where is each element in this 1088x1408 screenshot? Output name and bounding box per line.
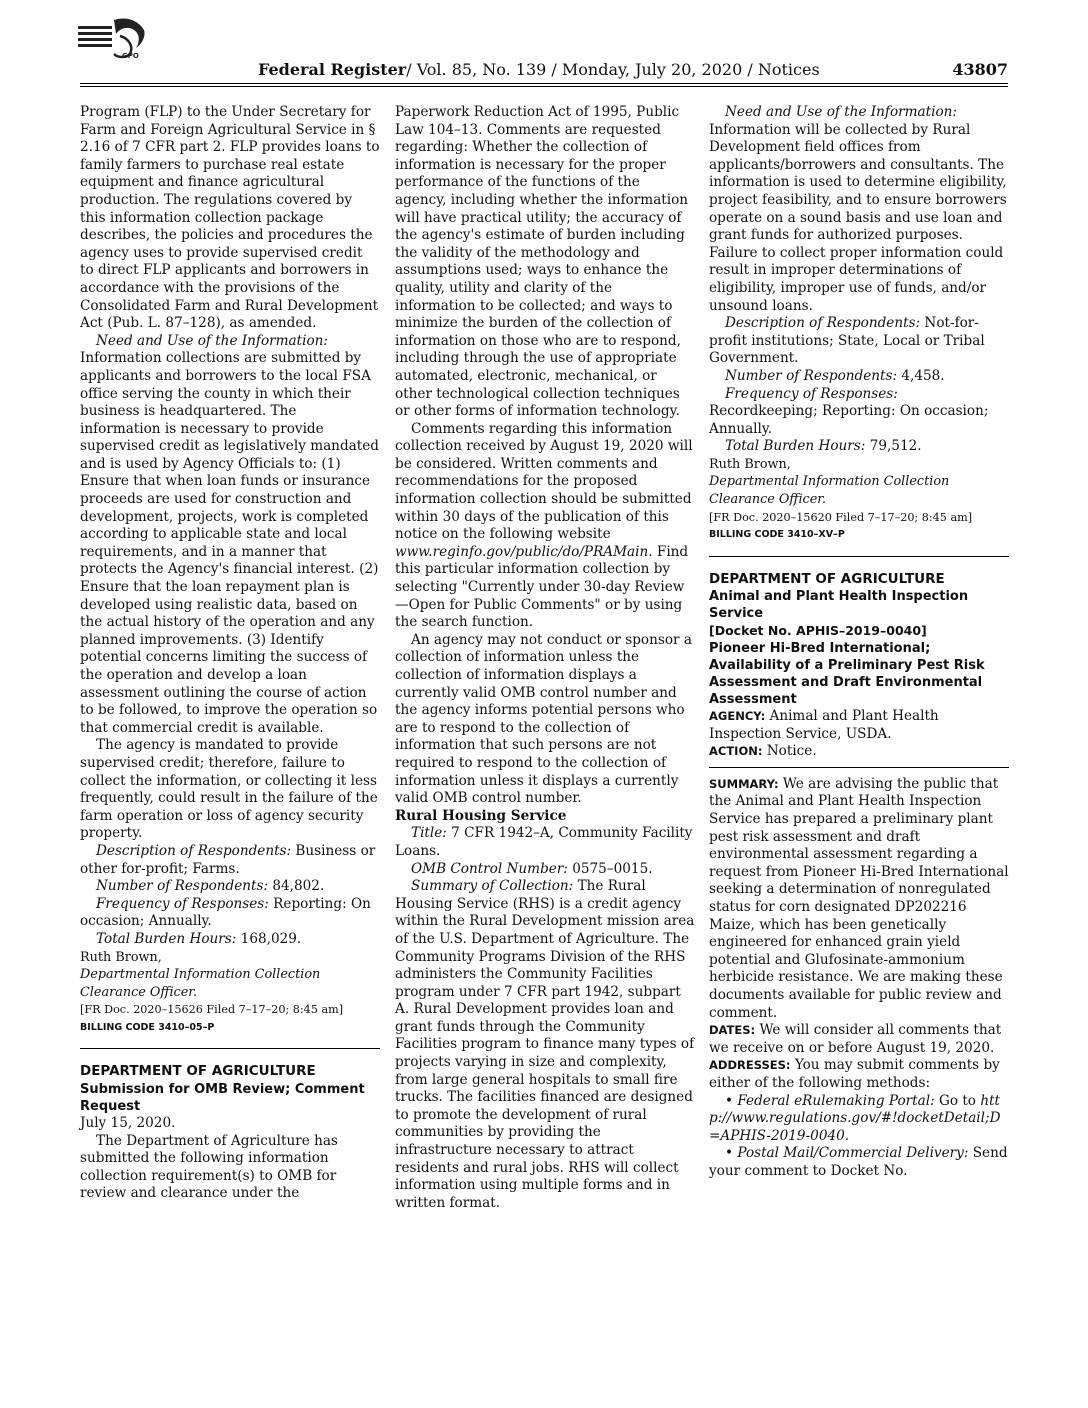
bullet-icon: • <box>725 1145 738 1162</box>
erulemaking-text: Go to <box>934 1092 981 1109</box>
collection-title <box>395 825 695 860</box>
burden-label: Total Burden Hours: <box>725 438 866 455</box>
bullet-erulemaking <box>709 1093 1009 1146</box>
reginfo-link[interactable]: www.reginfo.gov/public/do/PRAMain <box>395 543 649 560</box>
postal-text: Send your comment to Docket No. <box>709 1145 1008 1179</box>
erulemaking-end: . <box>844 1127 850 1144</box>
freq-label: Frequency of Responses: <box>725 385 898 402</box>
agency-heading: Animal and Plant Health Inspection Service <box>709 589 969 622</box>
burden-text: 168,029. <box>236 930 302 947</box>
rhs-heading: Rural Housing Service <box>395 807 567 824</box>
notice-date: July 15, 2020. <box>80 1115 176 1132</box>
billing-code: BILLING CODE 3410–05–P <box>80 1021 215 1033</box>
signature-name: Ruth Brown, <box>80 949 162 965</box>
num-text: 4,458. <box>897 367 945 384</box>
pra-paragraph: Paperwork Reduction Act of 1995, Public Law 104–13. Comments are requested regarding: Whether the collection of information is necessary for the proper performance of the functions of the agency, including whether the information will have practical utility; the accuracy of the agency's estimate of burden including the validity of the methodology and assumptions used; ways to enhance the quality, utility and clarity of the information to be collected; and ways to minimize the burden of the collection of information on those who are to respond, including through the use of appropriate automated, electronic, mechanical, or other technological collection techniques or other forms of information technology. <box>395 104 689 420</box>
freq-text: Recordkeeping; Reporting: On occasion; Annually. <box>709 403 989 437</box>
docket-number: [Docket No. APHIS–2019–0040] <box>709 623 927 639</box>
signature-name: Ruth Brown, <box>709 456 791 472</box>
header-rule <box>80 83 1008 87</box>
page-number: 43807 <box>952 60 1008 79</box>
running-head-text <box>258 60 820 79</box>
signature-title: Departmental Information Collection Clearance Officer. <box>709 474 950 508</box>
comments-text: Comments regarding this information collection received by August 19, 2020 will be considered. Written comments and recommendations for the proposed information collection should be submitted within 30 days of the publication of this notice on the following website <box>395 420 693 543</box>
gpo-eagle-icon <box>76 14 150 60</box>
action-text: Notice. <box>762 743 817 760</box>
svg-text:GPO: GPO <box>122 52 139 60</box>
section-divider <box>80 1048 380 1049</box>
dates-label: DATES: <box>709 1023 756 1038</box>
comments-paragraph <box>395 421 695 632</box>
regulations-gov-link[interactable]: http://www.regulations.gov/#!docketDetail;D=APHIS-2019-0040 <box>709 1092 1001 1144</box>
summary-divider <box>709 767 1009 768</box>
bullet-icon: • <box>725 1092 738 1109</box>
postal-label: Postal Mail/Commercial Delivery: <box>737 1145 969 1162</box>
responses-frequency <box>80 896 380 931</box>
need-use-label: Need and Use of the Information: <box>725 104 957 120</box>
responses-frequency <box>709 386 1009 439</box>
agency-label: AGENCY: <box>709 709 766 724</box>
dates-paragraph <box>709 1022 1009 1057</box>
need-use-paragraph <box>80 333 380 738</box>
flp-paragraph: Program (FLP) to the Under Secretary for Farm and Foreign Agricultural Service in § 2.16 of 7 CFR part 2. FLP provides loans to family farmers to purchase real estate equipment and finance agricultural production. The regulations covered by this information collection package describes, the policies and procedures the agency uses to provide supervised credit to direct FLP applicants and borrowers in accordance with the provisions of the Consolidated Farm and Rural Development Act (Pub. L. 87–128), as amended. <box>80 104 380 332</box>
num-label: Number of Respondents: <box>725 367 898 384</box>
comments-text-end: . Find this particular information collection by selecting "Currently under 30-day Review—Open for Public Comments" or by using the search function. <box>395 543 689 631</box>
addresses-label: ADDRESSES: <box>709 1058 791 1073</box>
summary-text: The Rural Housing Service (RHS) is a credit agency within the Rural Development mission area of the U.S. Department of Agriculture. The Community Programs Division of the RHS administers the Community Facilities program under 7 CFR part 1942, subpart A. Rural Development provides loan and grant funds through the Community Facilities program to finance many types of projects varying in size and complexity, from large general hospitals to small fire trucks. The facilities financed are designed to promote the development of rural communities by providing the infrastructure necessary to attract residents and rural jobs. RHS will collect information using multiple forms and in written format. <box>395 878 695 1211</box>
respondents-number <box>80 878 380 896</box>
title-label: Title: <box>411 825 447 842</box>
respondents-description <box>709 315 1009 368</box>
billing-code: BILLING CODE 3410–XV–P <box>709 529 845 541</box>
addresses-paragraph <box>709 1057 1009 1092</box>
department-heading: DEPARTMENT OF AGRICULTURE <box>709 570 945 587</box>
burden-hours <box>709 438 1009 456</box>
need-use-label: Need and Use of the Information: <box>96 332 328 349</box>
title-text: 7 CFR 1942–A, Community Facility Loans. <box>395 825 693 859</box>
need-use-text: Information collections are submitted by applicants and borrowers to the local FSA office serving the county in which their business is headquartered. The information is necessary to provide supervised credit as legislatively mandated and is used by Agency Officials to: (1) Ensure that when loan funds or insurance proceeds are used for construction and development, projects, work is completed according to applicable state and local requirements, and in a manner that protects the Agency's financial interest. (2) Ensure that the loan repayment plan is developed using realistic data, based on the actual history of the operation and any planned improvements. (3) Identify potential concerns limiting the success of the operation and develop a loan assessment outlining the course of action to be followed, to improve the operation so that commercial credit is available. <box>80 350 379 736</box>
notice-title: Submission for OMB Review; Comment Request <box>80 1082 365 1115</box>
burden-text: 79,512. <box>865 438 922 455</box>
burden-label: Total Burden Hours: <box>96 930 237 947</box>
summary-paragraph <box>709 776 1009 1022</box>
burden-hours <box>80 931 380 949</box>
action-line <box>709 743 1009 761</box>
summary-label: Summary of Collection: <box>411 878 574 895</box>
dates-text: We will consider all comments that we receive on or before August 19, 2020. <box>709 1022 1002 1056</box>
issue-info: / Vol. 85, No. 139 / Monday, July 20, 2020 / Notices <box>406 60 820 79</box>
erulemaking-label: Federal eRulemaking Portal: <box>737 1092 935 1109</box>
bullet-postal <box>709 1145 1009 1180</box>
mandate-paragraph: The agency is mandated to provide supervised credit; therefore, failure to collect the information, or collecting it less frequently, could result in the failure of the farm operation or loss of agency security property. <box>80 737 378 842</box>
omb-control-number <box>395 861 695 879</box>
signature-title: Departmental Information Collection Clearance Officer. <box>80 967 321 1000</box>
publication-name: Federal Register <box>258 60 407 79</box>
fr-doc-line: [FR Doc. 2020–15626 Filed 7–17–20; 8:45 am] <box>80 1003 344 1017</box>
desc-label: Description of Respondents: <box>725 315 921 332</box>
num-label: Number of Respondents: <box>96 878 269 895</box>
need-use-text: Information will be collected by Rural Development field offices from applicants/borrowers and consultants. The information is used to determine eligibility, project feasibility, and to ensure borrowers operate on a sound basis and use loan and grant funds for authorized purposes. Failure to collect proper information could result in improper determinations of eligibility, improper use of funds, and/or unsound loans. <box>709 121 1007 314</box>
num-text: 84,802. <box>268 878 325 895</box>
summary-of-collection <box>395 878 695 1212</box>
agency-line <box>709 708 1009 743</box>
intro-paragraph: The Department of Agriculture has submitted the following information collection requirement(s) to OMB for review and clearance under the <box>80 1132 338 1202</box>
notice-title: Pioneer Hi-Bred International; Availability of a Preliminary Pest Risk Assessment and Draft Environmental Assessment <box>709 641 985 708</box>
agency-text: Animal and Plant Health Inspection Service, USDA. <box>709 708 939 742</box>
desc-label: Description of Respondents: <box>96 842 292 859</box>
running-head <box>80 60 1008 82</box>
respondents-number <box>709 368 1009 386</box>
freq-label: Frequency of Responses: <box>96 895 269 912</box>
summary-text: We are advising the public that the Animal and Plant Health Inspection Service has prepared a preliminary plant pest risk assessment and draft environmental assessment regarding a request from Pioneer Hi-Bred International seeking a determination of nonregulated status for corn designated DP202216 Maize, which has been genetically engineered for enhanced grain yield potential and Glufosinate-ammonium herbicide resistance. We are making these documents available for public review and comment. <box>709 775 1009 1021</box>
desc-text: Not-for-profit institutions; State, Local or Tribal Government. <box>709 315 985 367</box>
action-label: ACTION: <box>709 744 763 759</box>
omb-label: OMB Control Number: <box>411 860 568 877</box>
summary-label: SUMMARY: <box>709 776 779 791</box>
gpo-authentication-logo <box>76 14 150 60</box>
addresses-text: You may submit comments by either of the following methods: <box>709 1057 1000 1091</box>
column-1 <box>80 104 380 1203</box>
omb-text: 0575–0015. <box>567 860 653 877</box>
section-divider <box>709 556 1009 557</box>
desc-text: Business or other for-profit; Farms. <box>80 842 376 877</box>
column-3 <box>709 104 1009 1180</box>
respondents-description <box>80 843 380 878</box>
freq-text: Reporting: On occasion; Annually. <box>80 895 371 930</box>
omb-paragraph: An agency may not conduct or sponsor a collection of information unless the collection of information displays a currently valid OMB control number and the agency informs potential persons who are to respond to the collection of information that such persons are not required to respond to the collection of information unless it displays a currently valid OMB control number. <box>395 631 692 807</box>
department-heading: DEPARTMENT OF AGRICULTURE <box>80 1063 316 1080</box>
column-2 <box>395 104 695 1212</box>
need-use-paragraph <box>709 104 1009 315</box>
fr-doc-line: [FR Doc. 2020–15620 Filed 7–17–20; 8:45 am] <box>709 510 973 524</box>
